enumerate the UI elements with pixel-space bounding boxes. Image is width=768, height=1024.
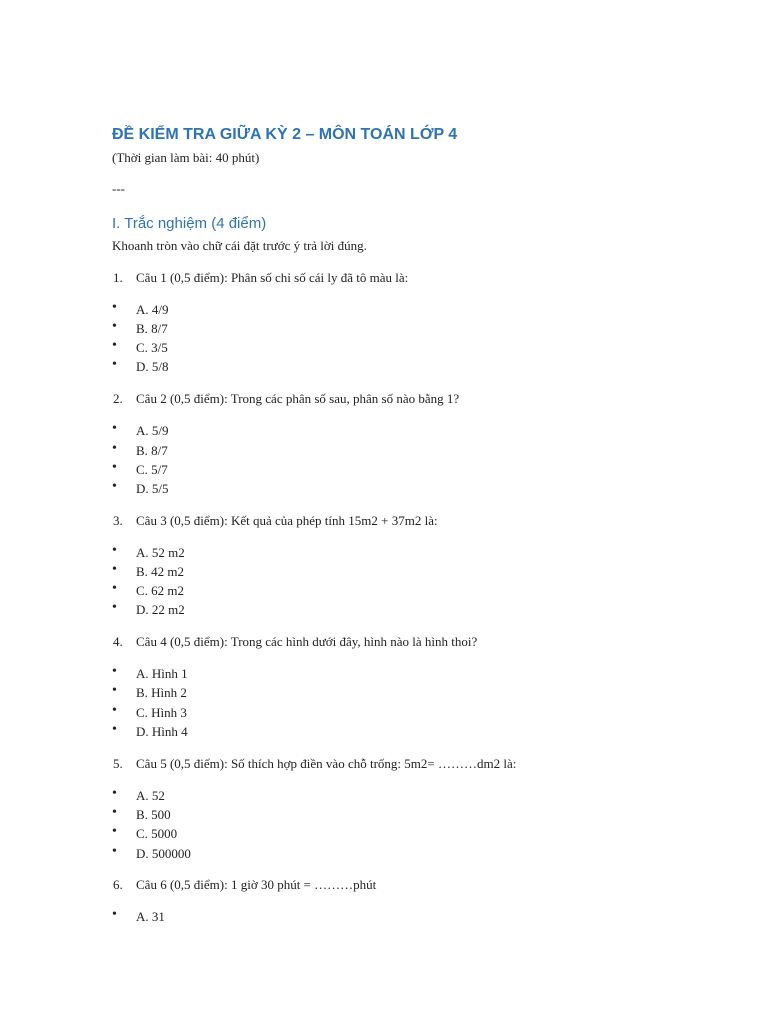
- bullet-icon: •: [112, 460, 117, 475]
- answer-option: D. 22 m2: [136, 602, 185, 617]
- answer-option: B. 500: [136, 807, 171, 822]
- bullet-icon: •: [112, 543, 117, 558]
- instruction-text: Khoanh tròn vào chữ cái đặt trước ý trả lời đúng.: [112, 238, 367, 253]
- question-text: Câu 4 (0,5 điểm): Trong các hình dưới đây, hình nào là hình thoi?: [136, 634, 478, 649]
- section-heading: I. Trắc nghiệm (4 điểm): [112, 215, 267, 232]
- question-number: 3.: [113, 513, 123, 528]
- bullet-icon: •: [112, 421, 117, 436]
- answer-option: B. 8/7: [136, 443, 168, 458]
- bullet-icon: •: [112, 357, 117, 372]
- bullet-icon: •: [112, 441, 117, 456]
- bullet-icon: •: [112, 683, 117, 698]
- question-number: 1.: [113, 270, 123, 285]
- question-text: Câu 2 (0,5 điểm): Trong các phân số sau, phân số nào bằng 1?: [136, 391, 460, 406]
- answer-option: B. Hình 2: [136, 685, 187, 700]
- bullet-icon: •: [112, 703, 117, 718]
- answer-option: D. 5/8: [136, 359, 169, 374]
- bullet-icon: •: [112, 805, 117, 820]
- bullet-icon: •: [112, 786, 117, 801]
- answer-option: D. 5/5: [136, 481, 169, 496]
- exam-duration: (Thời gian làm bài: 40 phút): [112, 150, 260, 165]
- question-number: 2.: [113, 391, 123, 406]
- answer-option: B. 8/7: [136, 321, 168, 336]
- bullet-icon: •: [112, 581, 117, 596]
- bullet-icon: •: [112, 722, 117, 737]
- bullet-icon: •: [112, 824, 117, 839]
- bullet-icon: •: [112, 338, 117, 353]
- answer-option: C. Hình 3: [136, 705, 187, 720]
- answer-option: C. 5/7: [136, 462, 168, 477]
- answer-option: D. Hình 4: [136, 724, 188, 739]
- answer-option: C. 62 m2: [136, 583, 185, 598]
- bullet-icon: •: [112, 844, 117, 859]
- separator-line: ---: [112, 181, 125, 196]
- answer-option: A. 31: [136, 909, 165, 924]
- bullet-icon: •: [112, 300, 117, 315]
- question-text: Câu 3 (0,5 điểm): Kết quả của phép tính 15m2 + 37m2 là:: [136, 513, 438, 528]
- bullet-icon: •: [112, 562, 117, 577]
- question-number: 5.: [113, 756, 123, 771]
- answer-option: B. 42 m2: [136, 564, 185, 579]
- answer-option: A. 52: [136, 788, 165, 803]
- question-number: 6.: [113, 877, 123, 892]
- question-text: Câu 5 (0,5 điểm): Số thích hợp điền vào chỗ trống: 5m2= ………dm2 là:: [136, 756, 517, 771]
- bullet-icon: •: [112, 319, 117, 334]
- answer-option: C. 5000: [136, 826, 178, 841]
- bullet-icon: •: [112, 600, 117, 615]
- bullet-icon: •: [112, 664, 117, 679]
- question-text: Câu 6 (0,5 điểm): 1 giờ 30 phút = ………phút: [136, 877, 377, 892]
- document-title: ĐỀ KIỂM TRA GIỮA KỲ 2 – MÔN TOÁN LỚP 4: [112, 126, 458, 143]
- answer-option: C. 3/5: [136, 340, 168, 355]
- answer-option: A. 4/9: [136, 302, 169, 317]
- question-text: Câu 1 (0,5 điểm): Phân số chỉ số cái ly đã tô màu là:: [136, 270, 409, 285]
- question-number: 4.: [113, 634, 123, 649]
- answer-option: A. 52 m2: [136, 545, 185, 560]
- bullet-icon: •: [112, 907, 117, 922]
- answer-option: A. Hình 1: [136, 666, 188, 681]
- answer-option: A. 5/9: [136, 423, 169, 438]
- answer-option: D. 500000: [136, 846, 191, 861]
- bullet-icon: •: [112, 479, 117, 494]
